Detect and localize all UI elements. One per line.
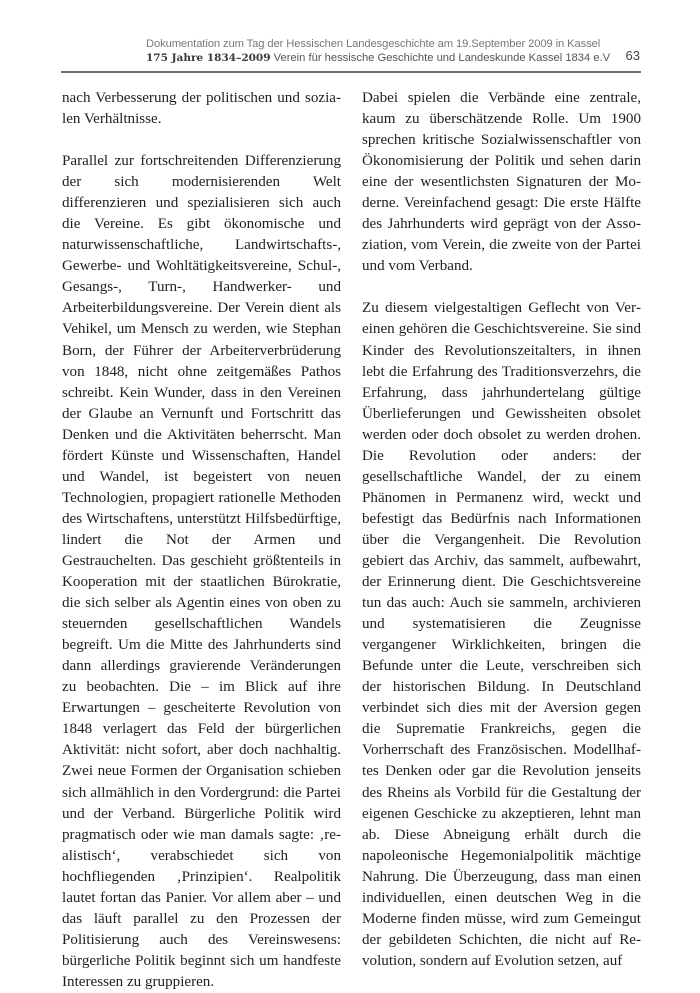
header-event-line: Dokumentation zum Tag der Hessischen Landesgeschichte am 19.September 2009 in Kassel (146, 38, 601, 50)
paragraph: Dabei spielen die Verbände eine zentrale, kaum zu überschätzende Rolle. Um 1900 sprechen kritische Sozialwissenschaftler von Ökonomisierung der Politik und sehen darin eine der wesentlichsten Signaturen der Moderne. Vereinfachend gesagt: Die erste Hälfte des Jahrhunderts wird geprägt von der Assoziation, vom Verein, die zweite von der Partei und vom Verband. (362, 90, 641, 275)
header-rule (61, 71, 641, 73)
right-column (362, 88, 641, 972)
paragraph: Zu diesem vielgestaltigen Geflecht von Vereinen gehören die Geschichtsvereine. Sie sind Kinder des Revolutionszeitalters, in ihnen lebt die Erfahrung des Traditionsverzehrs, die Erfahrung, dass jahrhundertelang gültige Überlieferungen und Gewissheiten obsolet werden oder doch obsolet zu werden drohen. Die Revolution oder anders: der gesellschaftliche Wandel, der zu einem Phänomen in Permanenz wird, weckt und befestigt das Bedürfnis nach Informationen über die Vergangenheit. Die Revolution gebiert das Archiv, das sammelt, aufbewahrt, der Erinnerung dient. Die Geschichtsvereine tun das auch: Auch sie sammeln, archivieren und systematisieren die Zeugnisse vergangener Wirklichkeiten, bringen die Befunde unter die Leute, verschreiben sich der historischen Bildung. In Deutschland verbindet sich dies mit der Aversion gegen die Suprematie Frankreichs, gegen die Vorherrschaft des Französischen. Modellhaftes Denken oder gar die Revolution jenseits des Rheins als Vorbild für die Gestaltung der eigenen Geschicke zu akzeptieren, lehnt man ab. Diese Abneigung erhält durch die napoleonische Hegemonialpolitik mächtige Nahrung. Die Überzeugung, dass man einen individuellen, einen deutschen Weg in die Moderne finden müsse, wird zum Gemeingut der gebildeten Schichten, die nicht auf Revolution, sondern auf Evolution setzen, auf (362, 300, 641, 969)
running-header (146, 37, 640, 65)
paragraph: Parallel zur fortschreitenden Differenzierung der sich modernisierenden Welt differenzieren und spezialisieren sich auch die Vereine. Es gibt ökonomische und naturwissenschaftliche, Landwirtschafts-, Gewerbe- und Wohltätigkeitsvereine, Schul-, Gesangs-, Turn-, Handwerker- und Arbeiterbildungsvereine. Der Verein dient als Vehikel, um Mensch zu werden, wie Stephan Born, der Führer der Arbeiterverbrüderung von 1848, nicht ohne zeitgemäßes Pathos schreibt. Kein Wunder, dass in den Vereinen der Glaube an Vernunft und Fortschritt das Denken und die Aktivitäten beherrscht. Man fördert Künste und Wissenschaften, Handel und Wandel, ist begeistert von neuen Technologien, propagiert rationelle Methoden des Wirtschaftens, unterstützt Hilfsbedürftige, lindert die Not der Armen und Gestrauchelten. Das geschieht größtenteils in Kooperation mit der staatlichen Bürokratie, die sich selber als Agentin eines von oben zu steuernden gesellschaftlichen Wandels begreift. Um die Mitte des Jahrhunderts sind dann allerdings gravierende Veränderungen zu beobachten. Die – im Blick auf ihre Erwartungen – gescheiterte Revolution von 1848 verlagert das Feld der bürgerlichen Aktivität: nicht sofort, aber doch nachhaltig. Zwei neue Formen der Organisation schieben sich allmählich in den Vordergrund: die Partei und der Verband. Bürgerliche Politik wird pragmatisch oder wie man damals sagte: ‚realistisch‘, verabschiedet sich von hochfliegenden ‚Prinzipien‘. Realpolitik lautet fortan das Panier. Vor allem aber – und das läuft parallel zu den Prozessen der Politisierung auch des Vereinswesens: bürgerliche Politik beginnt sich um handfeste Interessen zu gruppieren. (62, 153, 341, 990)
paragraph: nach Verbesserung der politischen und sozialen Verhältnisse. (62, 90, 341, 128)
header-society-line (146, 51, 640, 65)
left-column (62, 88, 341, 993)
anniversary-emblem: 175 Jahre 1834–2009 (146, 52, 271, 64)
society-name: Verein für hessische Geschichte und Landeskunde Kassel 1834 e.V (273, 52, 611, 64)
page-number: 63 (625, 48, 640, 63)
